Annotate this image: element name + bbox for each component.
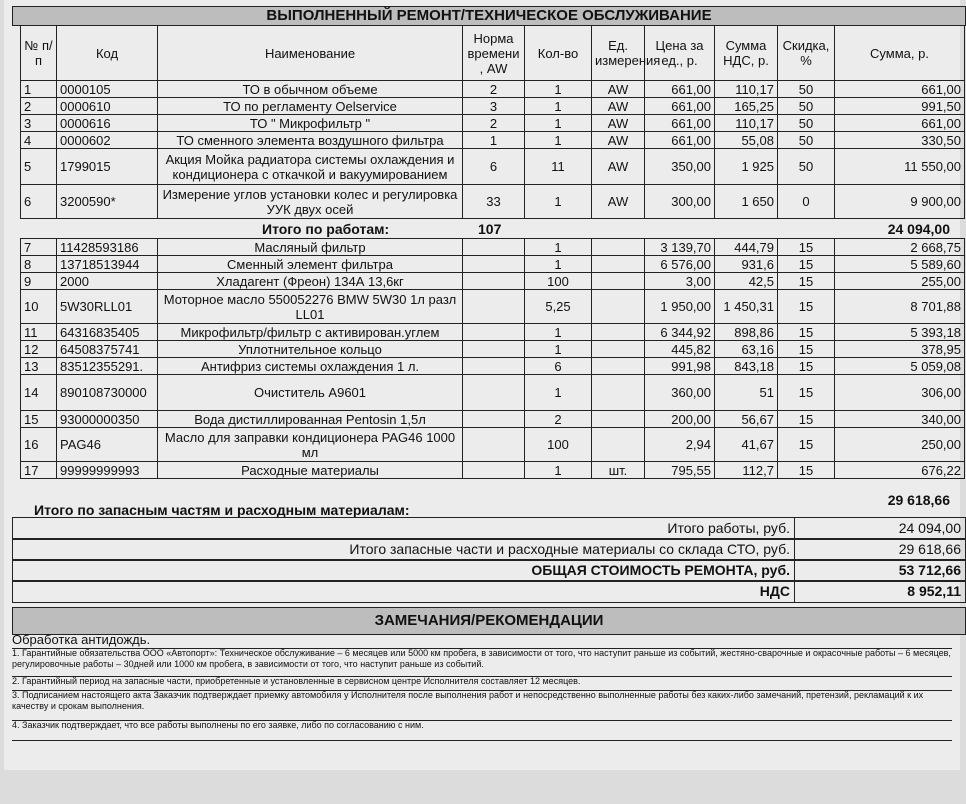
- table-row: [21, 115, 965, 132]
- cell-sum: 330,50: [835, 132, 965, 149]
- works-total-label: Итого по работам:: [262, 221, 390, 237]
- col-header-unit: Ед. измерения: [592, 26, 645, 81]
- cell-unit: AW: [592, 132, 645, 149]
- cell-num: 12: [21, 341, 57, 358]
- summary-row: [12, 538, 966, 561]
- table-row: [21, 375, 965, 411]
- cell-norm: [463, 256, 525, 273]
- cell-discount: 15: [778, 375, 835, 411]
- cell-price: 661,00: [645, 81, 715, 98]
- cell-num: 14: [21, 375, 57, 411]
- cell-qty: 11: [525, 149, 592, 185]
- table-row: [21, 149, 965, 185]
- cell-qty: 1: [525, 341, 592, 358]
- cell-unit: [592, 428, 645, 462]
- cell-discount: 50: [778, 149, 835, 185]
- cell-vat: 843,18: [715, 358, 778, 375]
- remark-item: 4. Заказчик подтверждает, что все работы выполнены по его заявке, либо по согласованию с ним.: [12, 720, 952, 741]
- summary-value: 24 094,00: [898, 520, 961, 536]
- cell-sum: 306,00: [835, 375, 965, 411]
- cell-name: ТО по регламенту Oelservice: [158, 98, 463, 115]
- cell-discount: 15: [778, 324, 835, 341]
- cell-price: 2,94: [645, 428, 715, 462]
- summary-label: ОБЩАЯ СТОИМОСТЬ РЕМОНТА, руб.: [531, 562, 790, 578]
- cell-sum: 250,00: [835, 428, 965, 462]
- cell-unit: AW: [592, 81, 645, 98]
- parts-total-label: Итого по запасным частям и расходным материалам:: [34, 502, 410, 518]
- cell-price: 445,82: [645, 341, 715, 358]
- cell-qty: 1: [525, 239, 592, 256]
- cell-unit: [592, 290, 645, 324]
- cell-sum: 9 900,00: [835, 185, 965, 219]
- cell-unit: шт.: [592, 462, 645, 479]
- cell-qty: 1: [525, 81, 592, 98]
- cell-qty: 1: [525, 462, 592, 479]
- cell-sum: 661,00: [835, 115, 965, 132]
- cell-price: 661,00: [645, 115, 715, 132]
- cell-discount: 15: [778, 273, 835, 290]
- cell-vat: 444,79: [715, 239, 778, 256]
- cell-sum: 5 059,08: [835, 358, 965, 375]
- cell-code: 1799015: [57, 149, 158, 185]
- cell-vat: 931,6: [715, 256, 778, 273]
- cell-norm: [463, 411, 525, 428]
- cell-price: 300,00: [645, 185, 715, 219]
- cell-num: 2: [21, 98, 57, 115]
- document-page: [4, 0, 960, 770]
- table-row: [21, 290, 965, 324]
- col-header-num: № п/п: [21, 26, 57, 81]
- cell-vat: 898,86: [715, 324, 778, 341]
- cell-discount: 50: [778, 98, 835, 115]
- cell-norm: 3: [463, 98, 525, 115]
- cell-unit: AW: [592, 185, 645, 219]
- cell-vat: 51: [715, 375, 778, 411]
- cell-qty: 1: [525, 115, 592, 132]
- table-row: [21, 81, 965, 98]
- cell-name: Акция Мойка радиатора системы охлаждения и кондиционера с откачкой и вакуумированием: [158, 149, 463, 185]
- remark-item: 1. Гарантийные обязательства ООО «Автопорт»: Техническое обслуживание – 6 месяцев или 5000 км пробега, в зависимости от того, что наступит раньше из событий, жестяно-сварочные и окрасочные работы – 6 месяцев, регулировочные работы – 30дней или 1000 км пробега, в зависимости от того, что наступит раньше из событий.: [12, 648, 952, 677]
- table-row: [21, 273, 965, 290]
- divider: [794, 518, 795, 539]
- cell-code: 2000: [57, 273, 158, 290]
- summary-label: Итого запасные части и расходные материалы со склада СТО, руб.: [349, 541, 790, 557]
- cell-vat: 42,5: [715, 273, 778, 290]
- summary-value: 53 712,66: [898, 562, 961, 578]
- works-total-hours: 107: [478, 221, 502, 237]
- cell-price: 6 576,00: [645, 256, 715, 273]
- cell-code: 64508375741: [57, 341, 158, 358]
- cell-norm: [463, 462, 525, 479]
- remarks-title: ЗАМЕЧАНИЯ/РЕКОМЕНДАЦИИ: [12, 607, 966, 635]
- cell-num: 17: [21, 462, 57, 479]
- cell-code: 0000616: [57, 115, 158, 132]
- summary-label: НДС: [759, 583, 790, 599]
- summary-row: [12, 559, 966, 582]
- cell-vat: 63,16: [715, 341, 778, 358]
- cell-price: 6 344,92: [645, 324, 715, 341]
- table-row: [21, 358, 965, 375]
- cell-code: 0000602: [57, 132, 158, 149]
- cell-unit: AW: [592, 98, 645, 115]
- cell-name: ТО сменного элемента воздушного фильтра: [158, 132, 463, 149]
- remark-item: 3. Подписанием настоящего акта Заказчик подтверждает приемку автомобиля у Исполнителя после выполнения работ и непосредственно выполненные работы без каких-либо замечаний, претензий, рекламаций к их качеству и срокам выполнения.: [12, 690, 952, 721]
- cell-num: 8: [21, 256, 57, 273]
- cell-norm: 1: [463, 132, 525, 149]
- cell-price: 360,00: [645, 375, 715, 411]
- cell-sum: 676,22: [835, 462, 965, 479]
- cell-norm: [463, 375, 525, 411]
- cell-norm: 33: [463, 185, 525, 219]
- cell-qty: 2: [525, 411, 592, 428]
- table-row: [21, 239, 965, 256]
- cell-norm: [463, 358, 525, 375]
- cell-vat: 41,67: [715, 428, 778, 462]
- table-row: [21, 256, 965, 273]
- table-row: [21, 98, 965, 115]
- cell-vat: 1 450,31: [715, 290, 778, 324]
- cell-qty: 6: [525, 358, 592, 375]
- cell-discount: 15: [778, 341, 835, 358]
- cell-num: 11: [21, 324, 57, 341]
- cell-name: ТО " Микрофильтр ": [158, 115, 463, 132]
- cell-unit: [592, 341, 645, 358]
- col-header-code: Код: [57, 26, 158, 81]
- remark-item: Обработка антидождь.: [12, 634, 952, 649]
- table-row: [21, 428, 965, 462]
- cell-code: 890108730000: [57, 375, 158, 411]
- divider: [794, 581, 795, 602]
- cell-unit: [592, 256, 645, 273]
- cell-vat: 1 650: [715, 185, 778, 219]
- summary-value: 29 618,66: [898, 541, 961, 557]
- summary-value: 8 952,11: [907, 583, 961, 599]
- cell-discount: 15: [778, 358, 835, 375]
- cell-discount: 15: [778, 256, 835, 273]
- summary-label: Итого работы, руб.: [667, 520, 790, 536]
- cell-discount: 15: [778, 239, 835, 256]
- cell-unit: [592, 239, 645, 256]
- cell-qty: 1: [525, 256, 592, 273]
- cell-discount: 50: [778, 115, 835, 132]
- cell-price: 991,98: [645, 358, 715, 375]
- col-header-vat: Сумма НДС, р.: [715, 26, 778, 81]
- cell-name: ТО в обычном объеме: [158, 81, 463, 98]
- summary-row: [12, 517, 966, 540]
- cell-code: 13718513944: [57, 256, 158, 273]
- cell-name: Масляный фильтр: [158, 239, 463, 256]
- cell-sum: 5 589,60: [835, 256, 965, 273]
- col-header-sum: Сумма, р.: [835, 26, 965, 81]
- cell-code: PAG46: [57, 428, 158, 462]
- table-row: [21, 324, 965, 341]
- cell-name: Масло для заправки кондиционера PAG46 1000 мл: [158, 428, 463, 462]
- cell-num: 15: [21, 411, 57, 428]
- cell-num: 9: [21, 273, 57, 290]
- cell-qty: 5,25: [525, 290, 592, 324]
- cell-unit: AW: [592, 115, 645, 132]
- cell-name: Антифриз системы охлаждения 1 л.: [158, 358, 463, 375]
- cell-price: 1 950,00: [645, 290, 715, 324]
- works-table: [20, 25, 965, 219]
- cell-price: 200,00: [645, 411, 715, 428]
- cell-discount: 50: [778, 81, 835, 98]
- table-row: [21, 462, 965, 479]
- cell-unit: [592, 375, 645, 411]
- cell-name: Сменный элемент фильтра: [158, 256, 463, 273]
- cell-code: 83512355291.: [57, 358, 158, 375]
- cell-qty: 1: [525, 98, 592, 115]
- cell-price: 661,00: [645, 98, 715, 115]
- cell-vat: 110,17: [715, 115, 778, 132]
- col-header-qty: Кол-во: [525, 26, 592, 81]
- cell-discount: 15: [778, 428, 835, 462]
- cell-norm: [463, 341, 525, 358]
- summary-row: [12, 580, 966, 603]
- cell-price: 350,00: [645, 149, 715, 185]
- cell-sum: 2 668,75: [835, 239, 965, 256]
- cell-unit: [592, 273, 645, 290]
- parts-total-sum: 29 618,66: [887, 492, 950, 508]
- cell-name: Хладагент (Фреон) 134А 13,6кг: [158, 273, 463, 290]
- cell-code: 5W30RLL01: [57, 290, 158, 324]
- cell-qty: 1: [525, 324, 592, 341]
- cell-norm: [463, 290, 525, 324]
- cell-num: 10: [21, 290, 57, 324]
- cell-unit: [592, 358, 645, 375]
- cell-code: 99999999993: [57, 462, 158, 479]
- col-header-name: Наименование: [158, 26, 463, 81]
- cell-sum: 378,95: [835, 341, 965, 358]
- cell-num: 3: [21, 115, 57, 132]
- section-title: ВЫПОЛНЕННЫЙ РЕМОНТ/ТЕХНИЧЕСКОЕ ОБСЛУЖИВАНИЕ: [12, 6, 966, 26]
- divider: [794, 560, 795, 581]
- cell-price: 3,00: [645, 273, 715, 290]
- cell-qty: 1: [525, 375, 592, 411]
- cell-vat: 1 925: [715, 149, 778, 185]
- cell-price: 3 139,70: [645, 239, 715, 256]
- cell-unit: [592, 411, 645, 428]
- cell-name: Микрофильтр/фильтр с активирован.углем: [158, 324, 463, 341]
- cell-discount: 15: [778, 462, 835, 479]
- works-total-sum: 24 094,00: [887, 221, 950, 237]
- cell-discount: 15: [778, 290, 835, 324]
- cell-vat: 112,7: [715, 462, 778, 479]
- cell-norm: [463, 273, 525, 290]
- parts-table: [20, 238, 965, 479]
- cell-vat: 55,08: [715, 132, 778, 149]
- cell-sum: 5 393,18: [835, 324, 965, 341]
- cell-qty: 100: [525, 428, 592, 462]
- cell-code: 93000000350: [57, 411, 158, 428]
- cell-code: 64316835405: [57, 324, 158, 341]
- cell-norm: [463, 239, 525, 256]
- cell-price: 795,55: [645, 462, 715, 479]
- cell-discount: 0: [778, 185, 835, 219]
- cell-sum: 255,00: [835, 273, 965, 290]
- cell-unit: [592, 324, 645, 341]
- col-header-price: Цена за ед., р.: [645, 26, 715, 81]
- cell-discount: 15: [778, 411, 835, 428]
- table-row: [21, 185, 965, 219]
- cell-norm: [463, 324, 525, 341]
- cell-code: 11428593186: [57, 239, 158, 256]
- divider: [794, 539, 795, 560]
- col-header-discount: Скидка, %: [778, 26, 835, 81]
- cell-code: 0000105: [57, 81, 158, 98]
- cell-num: 6: [21, 185, 57, 219]
- table-row: [21, 341, 965, 358]
- cell-num: 13: [21, 358, 57, 375]
- cell-num: 7: [21, 239, 57, 256]
- cell-norm: 2: [463, 81, 525, 98]
- cell-sum: 340,00: [835, 411, 965, 428]
- cell-num: 5: [21, 149, 57, 185]
- cell-sum: 991,50: [835, 98, 965, 115]
- cell-norm: 6: [463, 149, 525, 185]
- cell-num: 4: [21, 132, 57, 149]
- cell-num: 1: [21, 81, 57, 98]
- cell-name: Измерение углов установки колес и регулировка УУК двух осей: [158, 185, 463, 219]
- cell-name: Моторное масло 550052276 BMW 5W30 1л разл LL01: [158, 290, 463, 324]
- cell-sum: 661,00: [835, 81, 965, 98]
- cell-qty: 1: [525, 185, 592, 219]
- table-row: [21, 411, 965, 428]
- cell-qty: 1: [525, 132, 592, 149]
- cell-name: Очиститель А9601: [158, 375, 463, 411]
- cell-discount: 50: [778, 132, 835, 149]
- cell-vat: 56,67: [715, 411, 778, 428]
- cell-sum: 8 701,88: [835, 290, 965, 324]
- cell-price: 661,00: [645, 132, 715, 149]
- cell-code: 0000610: [57, 98, 158, 115]
- cell-vat: 110,17: [715, 81, 778, 98]
- col-header-norm: Норма времени , AW: [463, 26, 525, 81]
- cell-qty: 100: [525, 273, 592, 290]
- cell-vat: 165,25: [715, 98, 778, 115]
- cell-sum: 11 550,00: [835, 149, 965, 185]
- cell-name: Вода дистиллированная Pentosin 1,5л: [158, 411, 463, 428]
- cell-code: 3200590*: [57, 185, 158, 219]
- cell-norm: 2: [463, 115, 525, 132]
- remark-item: 2. Гарантийный период на запасные части, приобретенные и установленные в сервисном центре Исполнителя составляет 12 месяцев.: [12, 676, 952, 691]
- table-row: [21, 132, 965, 149]
- cell-unit: AW: [592, 149, 645, 185]
- cell-norm: [463, 428, 525, 462]
- cell-name: Расходные материалы: [158, 462, 463, 479]
- cell-name: Уплотнительное кольцо: [158, 341, 463, 358]
- cell-num: 16: [21, 428, 57, 462]
